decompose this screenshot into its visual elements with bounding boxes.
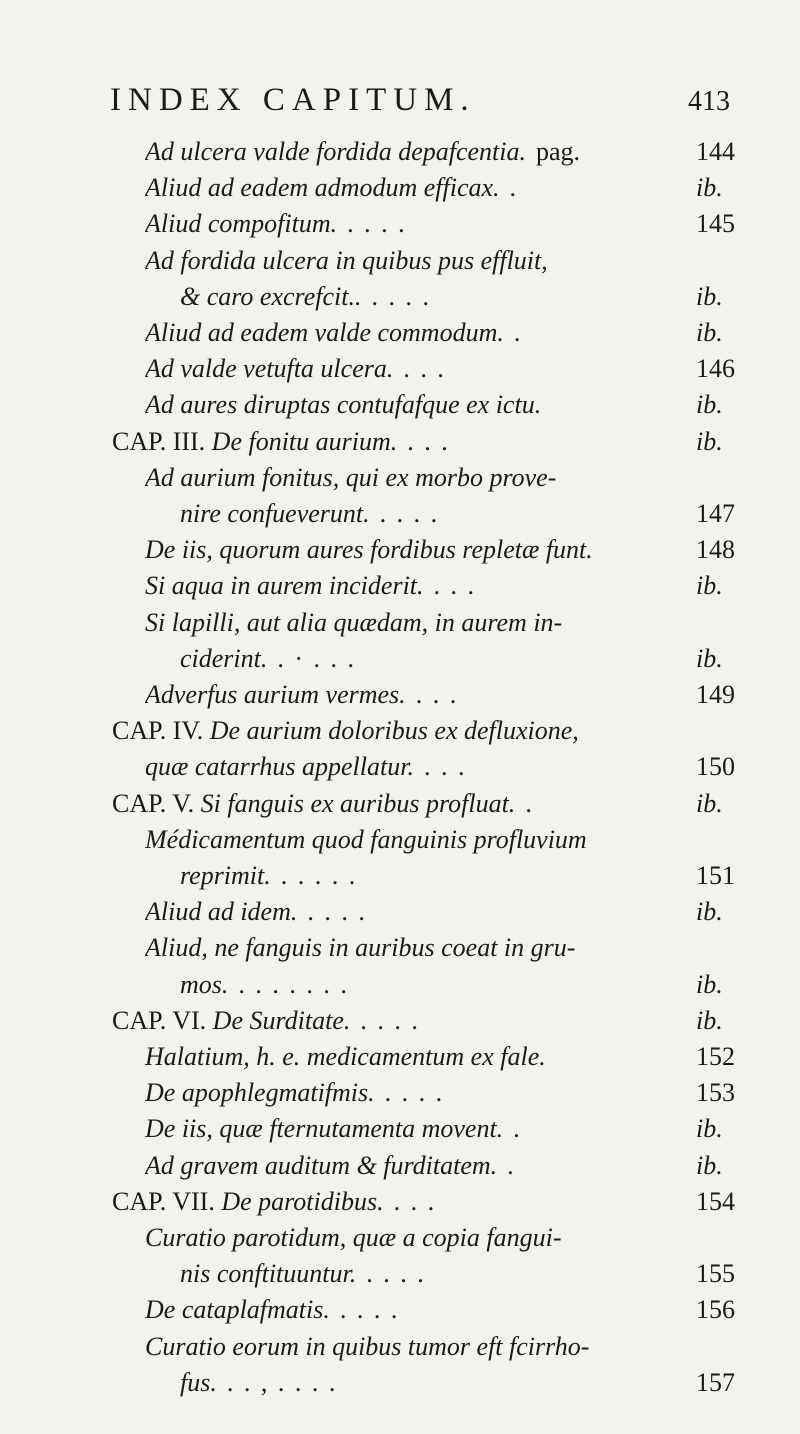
chapter-label: CAP. IV.: [112, 716, 204, 746]
index-entry: [145, 1073, 690, 1113]
index-entry: [145, 204, 690, 244]
index-entry: [145, 349, 690, 389]
entry-title: quæ catarrhus appellatur.: [145, 752, 414, 782]
index-entry: [145, 530, 690, 570]
page-header: [110, 82, 730, 122]
page-reference: 151: [696, 861, 735, 890]
entry-title: De iis, quæ fternutamenta movent.: [145, 1114, 504, 1144]
leader-dots: .: [525, 788, 534, 818]
page-reference: 149: [696, 680, 735, 709]
index-entry: [145, 241, 690, 281]
index-entry: [145, 675, 690, 715]
page-number: 413: [688, 86, 730, 117]
entry-title: & caro excrefcit..: [180, 281, 362, 311]
leader-dots: . . .: [407, 426, 450, 456]
page-reference: ib.: [696, 1005, 723, 1035]
leader-dots: . . . .: [366, 1259, 426, 1289]
page-reference: 144: [696, 137, 735, 166]
leader-dots: .: [513, 318, 523, 347]
entry-title: Halatium, h. e. medicamentum ex fale.: [145, 1042, 546, 1071]
entry-title: ciderint.: [180, 643, 268, 673]
index-entry: [145, 385, 690, 425]
leader-dots: . . .: [403, 354, 446, 384]
page-reference: 148: [696, 535, 735, 565]
index-entry: [112, 1001, 690, 1041]
page-reference: ib.: [696, 426, 723, 456]
index-entry: [145, 603, 690, 643]
page-reference: 150: [696, 752, 735, 782]
index-entry: [145, 168, 690, 208]
running-title: INDEX CAPITUM.: [110, 82, 476, 118]
index-entry: [180, 639, 690, 679]
page-reference: ib.: [696, 390, 723, 420]
entry-title: Si aqua in aurem inciderit.: [145, 571, 424, 601]
page-reference: ib.: [696, 643, 723, 673]
page-reference: ib.: [696, 571, 723, 601]
page-reference: ib.: [696, 969, 723, 999]
index-entry: [145, 1218, 690, 1258]
leader-dots: . . . . . . .: [238, 969, 349, 999]
entry-title: Curatio parotidum, quæ a copia fangui-: [145, 1223, 562, 1252]
page-reference: 154: [696, 1186, 735, 1216]
index-entry: [145, 928, 690, 968]
entry-title: Aliud ad eadem admodum efficax.: [145, 173, 500, 203]
entry-title: Si fanguis ex auribus profluat.: [200, 788, 516, 818]
entry-title: Aliud ad eadem valde commodum.: [145, 318, 504, 347]
index-entry: [112, 711, 690, 751]
page-reference: ib.: [696, 897, 723, 927]
index-entry: [145, 1109, 690, 1149]
entry-title: Médicamentum quod fanguinis profluvium: [145, 824, 587, 854]
entry-title: Adverfus aurium vermes.: [145, 680, 406, 709]
page-reference: ib.: [696, 318, 723, 347]
entry-title: mos.: [180, 969, 229, 999]
page-reference: ib.: [696, 281, 723, 311]
page-reference: ib.: [696, 1150, 723, 1180]
index-entry: [145, 1327, 690, 1367]
leader-dots: . . .: [415, 680, 459, 709]
entry-title: De fonitu aurium.: [211, 426, 398, 456]
entry-title: Ad aures diruptas contufafque ex ictu.: [145, 390, 542, 420]
leader-dots: . . .: [433, 571, 477, 601]
page-reference: 147: [696, 499, 735, 528]
leader-dots: . . . .: [379, 499, 440, 528]
leader-dots: .: [507, 1150, 516, 1180]
entry-title: nire confueverunt.: [180, 499, 370, 528]
index-entry: [145, 313, 690, 353]
entry-title: Ad ulcera valde fordida depafcentia.: [145, 137, 526, 166]
entry-title: Curatio eorum in quibus tumor eft fcirrho-: [145, 1331, 590, 1361]
entry-title: Aliud, ne fanguis in auribus coeat in gru-: [145, 933, 576, 963]
entry-title: Aliud ad idem.: [145, 897, 298, 927]
entry-title: De apophlegmatifmis.: [145, 1078, 375, 1108]
entry-title: De cataplafmatis.: [145, 1295, 330, 1325]
leader-dots: .: [513, 1114, 522, 1144]
index-entry: [145, 1037, 690, 1077]
entry-title: De iis, quorum aures fordibus repletæ funt.: [145, 535, 593, 565]
leader-dots: . · . . .: [277, 643, 357, 673]
page-reference: 146: [696, 354, 735, 384]
index-entry: [180, 965, 690, 1005]
index-entry: [180, 277, 690, 317]
page-reference: ib.: [696, 788, 723, 818]
leader-dots: . . .: [393, 1186, 437, 1216]
leader-dots: . . . .: [360, 1005, 420, 1035]
entry-title: Ad fordida ulcera in quibus pus effluit,: [145, 245, 548, 275]
leader-dots: . . . .: [347, 209, 407, 239]
entry-title: fus.: [180, 1367, 217, 1397]
index-entry: [180, 856, 690, 896]
page-reference: 156: [696, 1295, 735, 1325]
page-reference: 145: [696, 209, 735, 239]
index-entry: [145, 1290, 690, 1330]
page-reference: 155: [696, 1259, 735, 1289]
entry-title: Ad gravem auditum & furditatem.: [145, 1150, 498, 1180]
leader-dots: .: [509, 173, 519, 203]
leader-dots: . . . .: [384, 1078, 445, 1108]
page-abbrev: pag.: [536, 137, 581, 166]
index-entry: [112, 422, 690, 462]
index-entry: [145, 132, 690, 172]
entry-title: De aurium doloribus ex defluxione,: [209, 716, 579, 746]
leader-dots: . . . .: [307, 897, 367, 927]
entry-title: Ad aurium fonitus, qui ex morbo prove-: [145, 462, 557, 492]
chapter-label: CAP. VI.: [112, 1005, 207, 1035]
index-entry: [145, 566, 690, 606]
entry-title: Si lapilli, aut alia quædam, in aurem in-: [145, 607, 563, 637]
page-reference: ib.: [696, 1114, 723, 1144]
leader-dots: . . . .: [339, 1295, 400, 1325]
entry-title: Ad valde vetufta ulcera.: [145, 354, 394, 384]
index-entry: [112, 784, 690, 824]
index-entry: [180, 1254, 690, 1294]
chapter-label: CAP. VII.: [112, 1186, 215, 1216]
index-entry: [180, 494, 690, 534]
index-entry: [145, 892, 690, 932]
index-entry: [112, 1182, 690, 1222]
page-reference: 152: [696, 1042, 735, 1071]
page-reference: ib.: [696, 173, 723, 203]
entry-title: Aliud compofitum.: [145, 209, 338, 239]
leader-dots: . . , . . . .: [226, 1367, 338, 1397]
index-entry: [145, 1146, 690, 1186]
index-entry: [145, 747, 690, 787]
entry-title: De Surditate.: [212, 1005, 351, 1035]
leader-dots: . . . .: [371, 281, 431, 311]
chapter-label: CAP. III.: [112, 426, 206, 456]
entry-title: reprimit.: [180, 861, 271, 890]
chapter-label: CAP. V.: [112, 788, 195, 818]
index-entry: [180, 1363, 690, 1403]
index-entry: [145, 820, 690, 860]
page-reference: 153: [696, 1078, 735, 1108]
page-reference: 157: [696, 1367, 735, 1397]
entry-title: nis conftituuntur.: [180, 1259, 357, 1289]
leader-dots: . . . . .: [280, 861, 358, 890]
index-entry: [145, 458, 690, 498]
entry-title: De parotidibus.: [221, 1186, 384, 1216]
leader-dots: . . .: [423, 752, 467, 782]
